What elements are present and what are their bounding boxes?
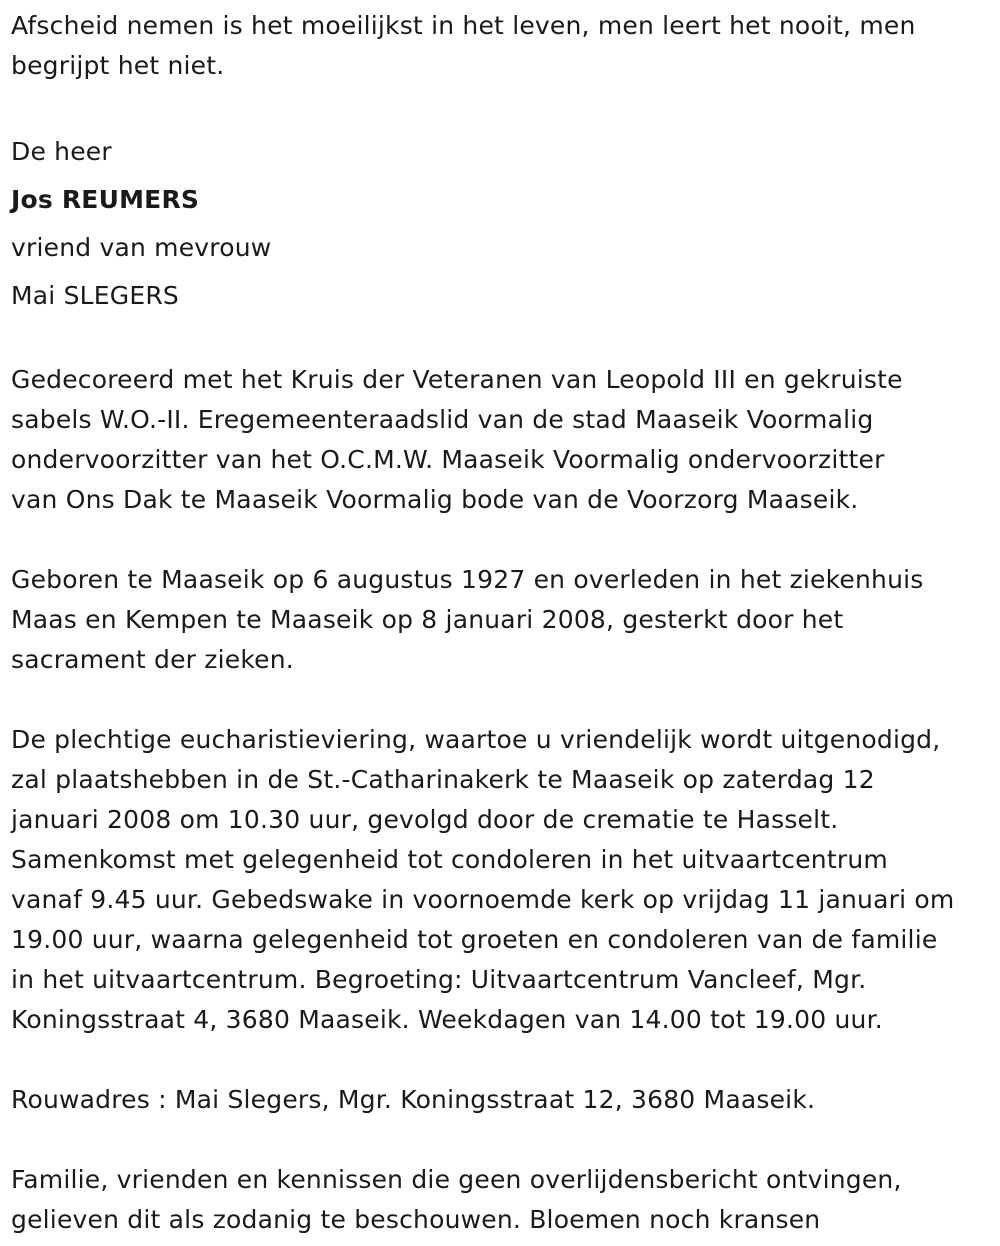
partner-name: Mai SLEGERS	[11, 281, 179, 310]
mourning-address: Rouwadres : Mai Slegers, Mgr. Koningsstraat 12, 3680 Maaseik.	[11, 1085, 816, 1114]
closing-paragraph: Familie, vrienden en kennissen die geen overlijdensbericht ontvingen, gelieven dit als zodanig te beschouwen. Bloemen noch kransen	[11, 1165, 902, 1234]
deceased-name: Jos REUMERS	[11, 185, 200, 214]
spacer	[11, 520, 996, 560]
obituary-document	[11, 0, 996, 1240]
spacer	[11, 1120, 996, 1160]
deceased-header	[11, 128, 996, 320]
spacer	[11, 1040, 996, 1080]
salutation: De heer	[11, 137, 112, 166]
spacer	[11, 320, 996, 360]
relation-text: vriend van mevrouw	[11, 233, 272, 262]
ceremony-paragraph: De plechtige eucharistieviering, waartoe u vriendelijk wordt uitgenodigd, zal plaatshebben in de St.-Catharinakerk te Maaseik op zaterdag 12 januari 2008 om 10.30 uur, gevolgd door de crematie te Hasselt. Samenkomst met gelegenheid tot condoleren in het uitvaartcentrum vanaf 9.45 uur. Gebedswake in voornoemde kerk op vrijdag 11 januari om 19.00 uur, waarna gelegenheid tot groeten en condoleren van de familie in het uitvaartcentrum. Begroeting: Uitvaartcentrum Vancleef, Mgr. Koningsstraat 4, 3680 Maaseik. Weekdagen van 14.00 tot 19.00 uur.	[11, 725, 955, 1034]
spacer	[11, 86, 996, 126]
spacer	[11, 680, 996, 720]
opening-quote: Afscheid nemen is het moeilijkst in het leven, men leert het nooit, men begrijpt het niet.	[11, 11, 916, 80]
decorations-paragraph: Gedecoreerd met het Kruis der Veteranen van Leopold III en gekruiste sabels W.O.-II. Eregemeenteraadslid van de stad Maaseik Voormalig ondervoorzitter van het O.C.M.W. Maaseik Voormalig ondervoorzitter van Ons Dak te Maaseik Voormalig bode van de Voorzorg Maaseik.	[11, 365, 903, 514]
birth-death-paragraph: Geboren te Maaseik op 6 augustus 1927 en overleden in het ziekenhuis Maas en Kempen te Maaseik op 8 januari 2008, gesterkt door het sacrament der zieken.	[11, 565, 924, 674]
